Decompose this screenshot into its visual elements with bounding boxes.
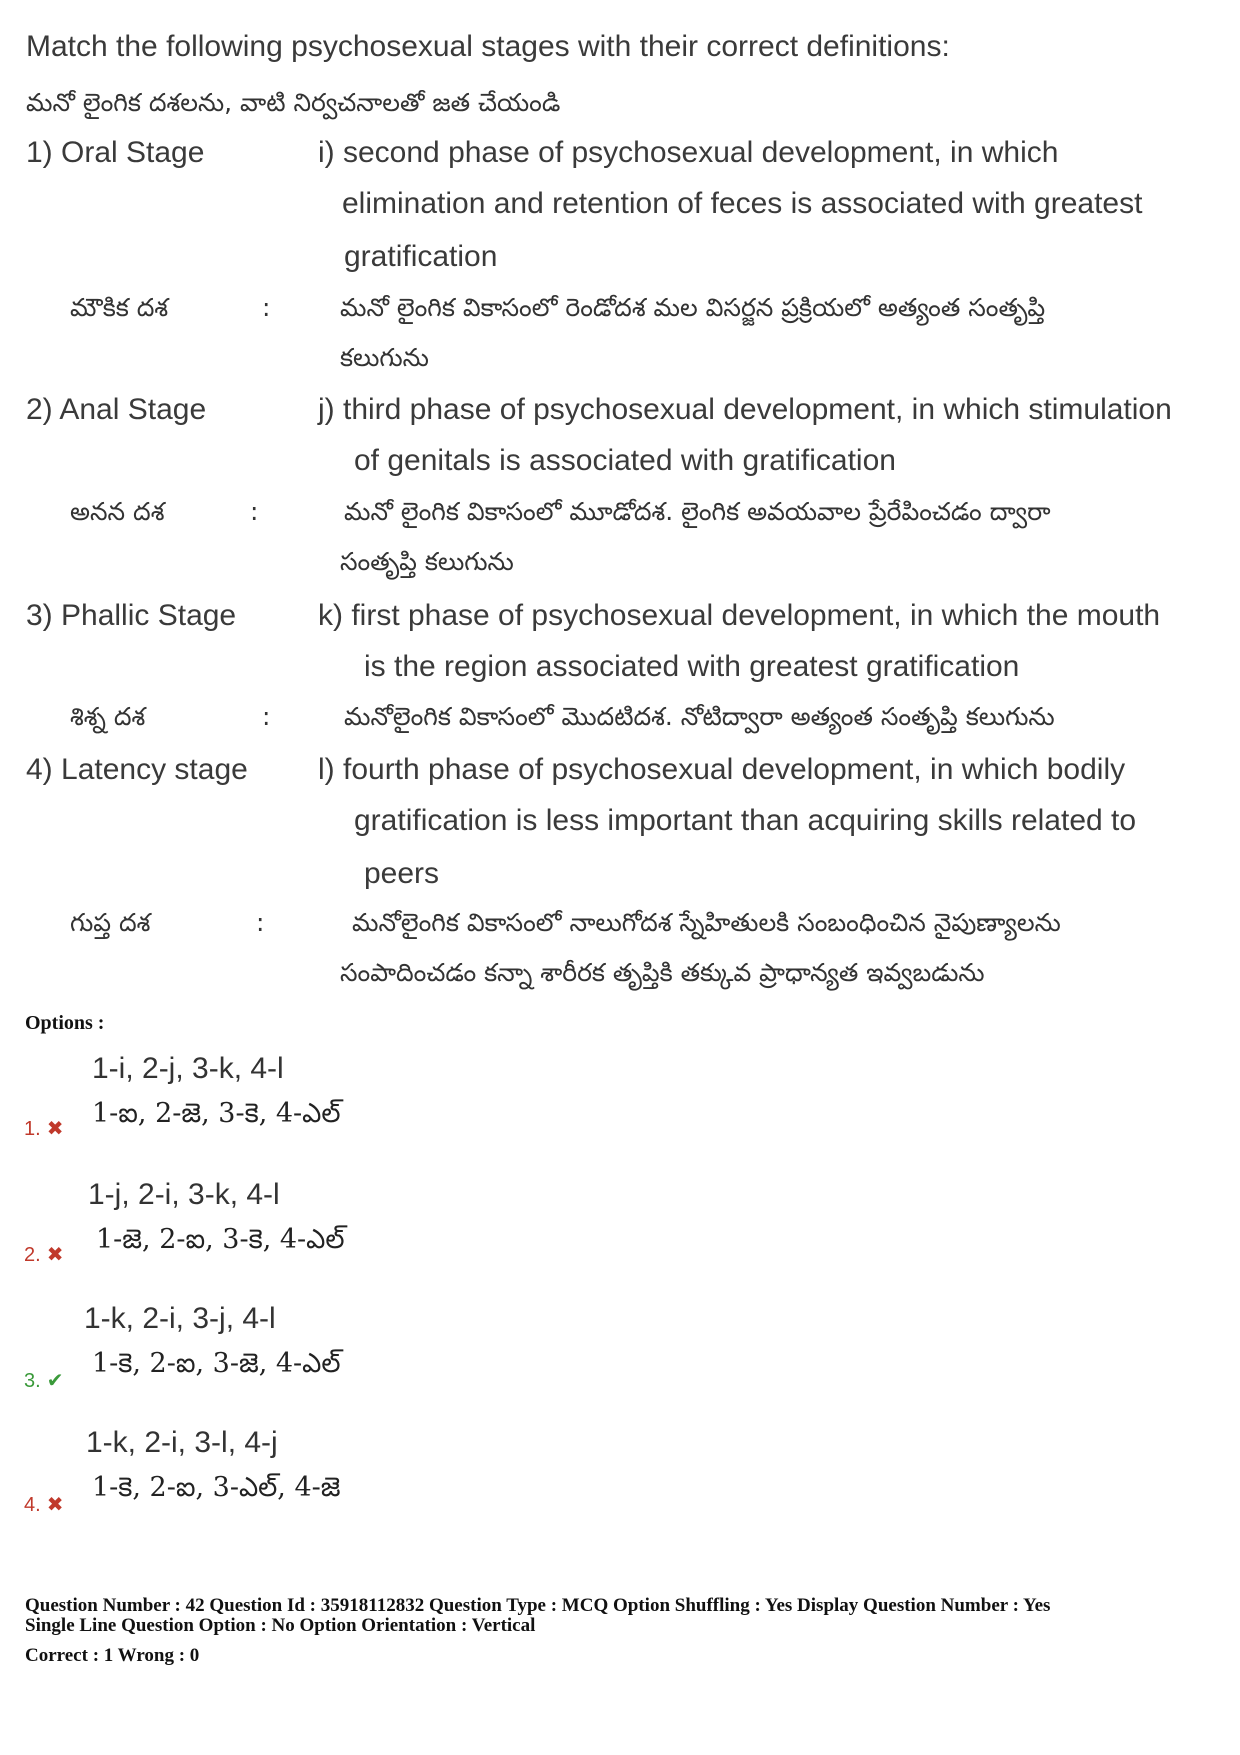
stage-oral-te: మౌకిక దశ — [70, 293, 169, 322]
stage-phallic-te: శిశ్న దశ — [70, 702, 146, 731]
definition-j-te-line2: సంతృప్తి కలుగును — [340, 547, 514, 576]
definition-l-line2: gratification is less important than acquiring skills related to — [354, 804, 1137, 837]
definition-l-te-line1: మనోలైంగిక వికాసంలో నాలుగోదశ స్నేహితులకి సంబంధించిన నైపుణ్యాలను — [352, 908, 1061, 937]
option-3-number[interactable]: 3. ✔ — [24, 1370, 64, 1392]
definition-l-te-line2: సంపాదించడం కన్నా శారీరక తృప్తికి తక్కువ ప్రాధాన్యత ఇవ్వబడును — [340, 958, 985, 987]
definition-k-line2: is the region associated with greatest gratification — [364, 650, 1020, 683]
definition-i-te-line2: కలుగును — [340, 343, 429, 372]
definition-l-line3: peers — [364, 857, 440, 890]
stage-phallic-en: 3) Phallic Stage — [26, 599, 237, 632]
option-4-te: 1-కె, 2-ఐ, 3-ఎల్, 4-జె — [92, 1472, 341, 1503]
option-1-number[interactable]: 1. ✖ — [24, 1118, 64, 1140]
check-icon: ✔ — [46, 1370, 64, 1392]
question-title-en: Match the following psychosexual stages with their correct definitions: — [26, 30, 950, 63]
definition-i-te-line1: మనో లైంగిక వికాసంలో రెండోదశ మల విసర్జన ప్రక్రియలో అత్యంత సంతృప్తి — [340, 293, 1046, 322]
cross-icon: ✖ — [46, 1494, 64, 1516]
definition-j-te-line1: మనో లైంగిక వికాసంలో మూడోదశ. లైంగిక అవయవాల ప్రేరేపించడం ద్వారా — [344, 497, 1051, 526]
cross-icon: ✖ — [46, 1244, 64, 1266]
stage-latency-en: 4) Latency stage — [26, 753, 248, 786]
definition-i-line2: elimination and retention of feces is associated with greatest — [342, 187, 1143, 220]
definition-j-line2: of genitals is associated with gratification — [354, 444, 896, 477]
colon: : — [262, 293, 271, 322]
option-2-te: 1-జె, 2-ఐ, 3-కె, 4-ఎల్ — [96, 1224, 345, 1255]
colon: : — [250, 497, 259, 526]
option-3-te: 1-కె, 2-ఐ, 3-జె, 4-ఎల్ — [92, 1348, 341, 1379]
question-title-te: మనో లైంగిక దశలను, వాటి నిర్వచనాలతో జత చేయండి — [26, 88, 561, 117]
option-4-number[interactable]: 4. ✖ — [24, 1494, 64, 1516]
stage-anal-te: అనన దశ — [70, 497, 165, 526]
definition-k-te-line1: మనోలైంగిక వికాసంలో మొదటిదశ. నోటిద్వారా అత్యంత సంతృప్తి కలుగును — [344, 702, 1055, 731]
cross-icon: ✖ — [46, 1118, 64, 1140]
option-3-en: 1-k, 2-i, 3-j, 4-l — [84, 1302, 276, 1335]
option-1-te: 1-ఐ, 2-జె, 3-కె, 4-ఎల్ — [92, 1098, 341, 1129]
colon: : — [262, 702, 271, 731]
option-4-en: 1-k, 2-i, 3-l, 4-j — [86, 1426, 278, 1459]
stage-oral-en: 1) Oral Stage — [26, 136, 205, 169]
colon: : — [256, 908, 265, 937]
stage-anal-en: 2) Anal Stage — [26, 393, 207, 426]
definition-j-line1: j) third phase of psychosexual development, in which stimulation — [318, 393, 1172, 426]
definition-i-line1: i) second phase of psychosexual development, in which — [318, 136, 1059, 169]
question-meta-line2: Single Line Question Option : No Option Orientation : Vertical — [25, 1615, 536, 1636]
option-2-en: 1-j, 2-i, 3-k, 4-l — [88, 1178, 280, 1211]
option-1-en: 1-i, 2-j, 3-k, 4-l — [92, 1052, 284, 1085]
definition-i-line3: gratification — [344, 240, 498, 273]
options-label: Options : — [25, 1012, 105, 1034]
stage-latency-te: గుప్త దశ — [70, 908, 151, 937]
question-meta-score: Correct : 1 Wrong : 0 — [25, 1645, 200, 1666]
question-meta-line1: Question Number : 42 Question Id : 35918112832 Question Type : MCQ Option Shuffling : Yes Display Question Number : Yes — [25, 1595, 1051, 1616]
definition-l-line1: l) fourth phase of psychosexual development, in which bodily — [318, 753, 1126, 786]
option-2-number[interactable]: 2. ✖ — [24, 1244, 64, 1266]
definition-k-line1: k) first phase of psychosexual development, in which the mouth — [318, 599, 1161, 632]
